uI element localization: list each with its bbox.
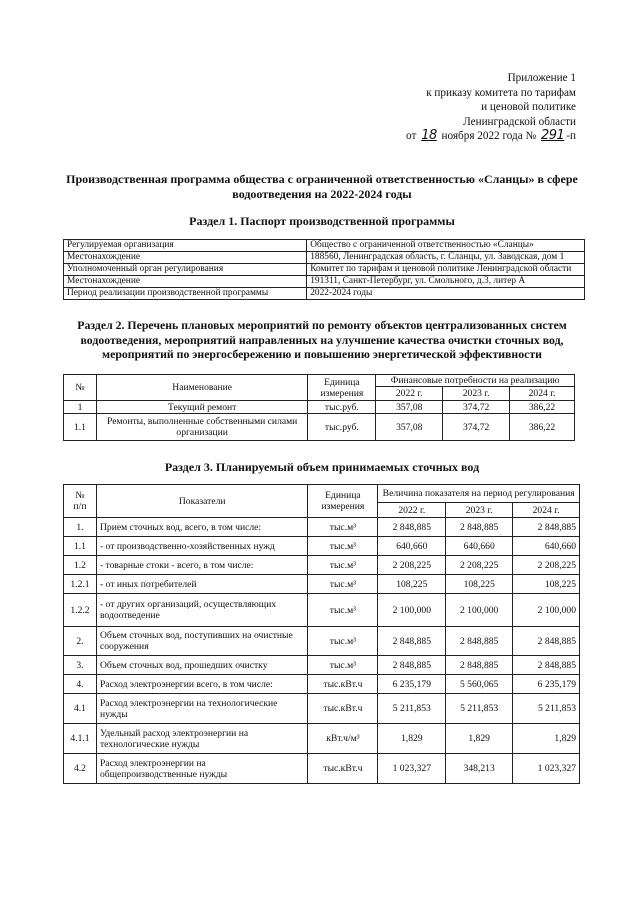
row-name: Объем сточных вод, поступивших на очистные сооружения	[96, 627, 308, 656]
row-num: 4.1.1	[64, 724, 97, 754]
table-row	[64, 656, 580, 675]
table-row	[64, 694, 580, 724]
row-value-2022: 357,08	[376, 414, 443, 441]
row-num: 1.1	[64, 537, 97, 556]
row-value-2022: 2 100,000	[378, 594, 446, 627]
row-unit: тыс.м³	[308, 575, 378, 594]
table-header-row	[64, 375, 575, 387]
header-num-line: п/п	[73, 501, 87, 512]
table-row	[64, 276, 585, 288]
row-unit: кВт.ч/м³	[308, 724, 378, 754]
row-num: 2.	[64, 627, 97, 656]
passport-value: 188560, Ленинградская область, г. Сланцы, ул. Заводская, дом 1	[307, 252, 585, 264]
table-row	[64, 575, 580, 594]
table-row	[64, 252, 585, 264]
row-unit: тыс.м³	[308, 537, 378, 556]
passport-label: Местонахождение	[64, 276, 307, 288]
header-unit	[308, 485, 378, 518]
row-value-2022: 357,08	[376, 401, 443, 414]
measures-table	[63, 374, 575, 441]
row-num: 1.2.1	[64, 575, 97, 594]
row-value-2022: 1 023,327	[378, 754, 446, 784]
row-name: Ремонты, выполненные собственными силами организации	[96, 414, 307, 441]
row-num: 1.2.2	[64, 594, 97, 627]
row-value-2023: 2 848,885	[446, 518, 513, 537]
appendix-date-line	[330, 129, 576, 144]
appendix-line: к приказу комитета по тарифам	[426, 86, 576, 99]
section3-title: Раздел 3. Планируемый объем принимаемых сточных вод	[164, 460, 480, 474]
passport-label: Период реализации производственной программы	[64, 288, 307, 300]
row-value-2022: 2 208,225	[378, 556, 446, 575]
row-unit: тыс.кВт.ч	[308, 675, 378, 694]
row-unit: тыс.м³	[308, 627, 378, 656]
handwritten-order-number: 291	[540, 128, 565, 144]
row-value-2022: 108,225	[378, 575, 446, 594]
table-row	[64, 537, 580, 556]
section2-title-line: мероприятий по энергосбережению и повышению энергетической эффективности	[102, 347, 542, 362]
header-year-2024: 2024 г.	[510, 387, 575, 401]
header-unit-line: измерения	[320, 387, 364, 399]
row-name: Расход электроэнергии на общепроизводственные нужды	[96, 754, 308, 784]
row-name: Текущий ремонт	[96, 401, 307, 414]
row-name: Прием сточных вод, всего, в том числе:	[96, 518, 308, 537]
row-value-2022: 6 235,179	[378, 675, 446, 694]
row-value-2023: 1,829	[446, 724, 513, 754]
wastewater-table	[63, 484, 580, 784]
row-num: 4.1	[64, 694, 97, 724]
row-value-2024: 386,22	[510, 401, 575, 414]
passport-label: Местонахождение	[64, 252, 307, 264]
row-value-2022: 5 211,853	[378, 694, 446, 724]
row-name: - от других организаций, осуществляющих водоотведение	[96, 594, 308, 627]
row-value-2024: 640,660	[513, 537, 580, 556]
passport-table	[63, 239, 585, 300]
row-value-2023: 640,660	[446, 537, 513, 556]
handwritten-day: 18	[421, 128, 437, 144]
table-row	[64, 240, 585, 252]
section2-title	[52, 318, 592, 362]
row-value-2024: 1 023,327	[513, 754, 580, 784]
row-name: Расход электроэнергии на технологические нужды	[96, 694, 308, 724]
header-num	[64, 485, 97, 518]
row-name: Удельный расход электроэнергии на технологические нужды	[96, 724, 308, 754]
row-value-2024: 6 235,179	[513, 675, 580, 694]
table-row	[64, 288, 585, 300]
passport-value: 2022-2024 годы	[307, 288, 585, 300]
passport-value: Комитет по тарифам и ценовой политике Ленинградской области	[307, 264, 585, 276]
row-value-2024: 2 848,885	[513, 518, 580, 537]
header-unit-line: измерения	[321, 501, 365, 512]
header-year-2022: 2022 г.	[376, 387, 443, 401]
row-value-2022: 2 848,885	[378, 656, 446, 675]
row-num: 1.	[64, 518, 97, 537]
row-unit: тыс.кВт.ч	[308, 694, 378, 724]
header-num-line: №	[75, 490, 85, 501]
row-num: 1.2	[64, 556, 97, 575]
header-name: Наименование	[96, 375, 307, 401]
row-num: 4.	[64, 675, 97, 694]
row-value-2023: 374,72	[443, 401, 510, 414]
row-value-2023: 5 560,065	[446, 675, 513, 694]
header-year-2023: 2023 г.	[443, 387, 510, 401]
row-value-2023: 2 208,225	[446, 556, 513, 575]
appendix-line: и ценовой политике	[481, 101, 576, 114]
row-num: 1.1	[64, 414, 97, 441]
header-year-2022: 2022 г.	[378, 503, 446, 518]
table-row	[64, 594, 580, 627]
row-value-2023: 2 848,885	[446, 656, 513, 675]
table-header-row	[64, 485, 580, 503]
table-row	[64, 627, 580, 656]
row-value-2022: 640,660	[378, 537, 446, 556]
section2-title-line: Раздел 2. Перечень плановых мероприятий по ремонту объектов централизованных систем	[77, 318, 567, 332]
row-value-2024: 1,829	[513, 724, 580, 754]
row-value-2023: 5 211,853	[446, 694, 513, 724]
appendix-line: Ленинградской области	[463, 115, 576, 128]
row-value-2022: 1,829	[378, 724, 446, 754]
row-value-2023: 348,213	[446, 754, 513, 784]
header-indicators: Показатели	[96, 485, 308, 518]
row-value-2023: 108,225	[446, 575, 513, 594]
table-row	[64, 754, 580, 784]
table-row	[64, 556, 580, 575]
row-name: - от иных потребителей	[96, 575, 308, 594]
row-value-2024: 2 208,225	[513, 556, 580, 575]
table-row	[64, 518, 580, 537]
passport-value: Общество с ограниченной ответственностью «Сланцы»	[307, 240, 585, 252]
date-middle: ноября 2022 года №	[441, 130, 537, 143]
section2-title-line: водоотведения, мероприятий направленных на улучшение качества очистки сточных вод,	[80, 332, 564, 347]
appendix-line: Приложение 1	[507, 72, 576, 84]
order-suffix: -п	[566, 130, 576, 143]
row-value-2023: 2 100,000	[446, 594, 513, 627]
row-num: 4.2	[64, 754, 97, 784]
passport-label: Регулируемая организация	[64, 240, 307, 252]
row-num: 3.	[64, 656, 97, 675]
row-unit: тыс.м³	[308, 594, 378, 627]
table-row	[64, 724, 580, 754]
main-title-line: водоотведения на 2022-2024 годы	[232, 187, 412, 201]
row-value-2022: 2 848,885	[378, 627, 446, 656]
row-value-2024: 5 211,853	[513, 694, 580, 724]
header-financial: Финансовые потребности на реализацию	[376, 375, 575, 387]
row-name: - от производственно-хозяйственных нужд	[96, 537, 308, 556]
header-year-2023: 2023 г.	[446, 503, 513, 518]
row-value-2023: 2 848,885	[446, 627, 513, 656]
passport-label: Уполномоченный орган регулирования	[64, 264, 307, 276]
row-value-2022: 2 848,885	[378, 518, 446, 537]
row-unit: тыс.кВт.ч	[308, 754, 378, 784]
row-num: 1	[64, 401, 97, 414]
row-name: Расход электроэнергии всего, в том числе:	[96, 675, 308, 694]
date-prefix: от	[406, 130, 417, 143]
table-row	[64, 675, 580, 694]
row-value-2024: 2 100,000	[513, 594, 580, 627]
row-unit: тыс.м³	[308, 518, 378, 537]
row-unit: тыс.м³	[308, 556, 378, 575]
table-row	[64, 414, 575, 441]
row-name: Объем сточных вод, прошедших очистку	[96, 656, 308, 675]
row-value-2024: 108,225	[513, 575, 580, 594]
row-value-2024: 2 848,885	[513, 627, 580, 656]
row-value-2024: 2 848,885	[513, 656, 580, 675]
row-value-2023: 374,72	[443, 414, 510, 441]
header-values: Величина показателя на период регулирования	[378, 485, 580, 503]
main-title-line: Производственная программа общества с ограниченной ответственностью «Сланцы» в сфере	[66, 172, 578, 186]
row-unit: тыс.руб.	[308, 414, 376, 441]
main-title	[62, 172, 582, 202]
header-unit-line: Единица	[325, 490, 361, 501]
row-unit: тыс.м³	[308, 656, 378, 675]
header-unit-line: Единица	[324, 376, 360, 388]
header-unit	[308, 375, 376, 401]
row-unit: тыс.руб.	[308, 401, 376, 414]
row-value-2024: 386,22	[510, 414, 575, 441]
header-year-2024: 2024 г.	[513, 503, 580, 518]
section1-title: Раздел 1. Паспорт производственной программы	[189, 214, 455, 228]
table-row	[64, 401, 575, 414]
table-row	[64, 264, 585, 276]
passport-value: 191311, Санкт-Петербург, ул. Смольного, д.3, литер А	[307, 276, 585, 288]
appendix-header	[330, 71, 576, 144]
header-num: №	[64, 375, 97, 401]
row-name: - товарные стоки - всего, в том числе:	[96, 556, 308, 575]
